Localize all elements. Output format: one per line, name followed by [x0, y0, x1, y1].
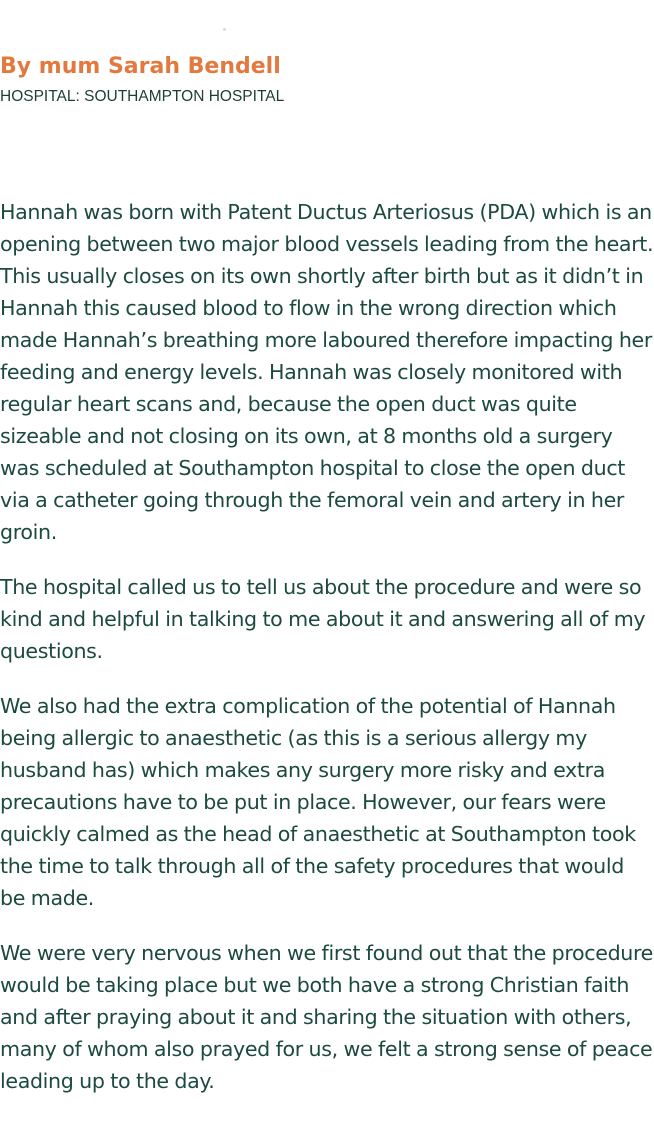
story-paragraph-2: The hospital called us to tell us about the procedure and were so kind and helpful in talking to me about it and answering all of my questions.: [0, 575, 646, 663]
story-body: [0, 196, 654, 1120]
hospital-label: HOSPITAL: SOUTHAMPTON HOSPITAL: [0, 88, 285, 105]
decorative-dot: [223, 28, 226, 31]
story-paragraph-3: We also had the extra complication of the potential of Hannah being allergic to anaesthetic (as this is a serious allergy my husband has) which makes any surgery more risky and extra precautions have to be put in place. However, our fears were quickly calmed as the head of anaesthetic at Southampton took the time to talk through all of the safety procedures that would be made.: [0, 694, 636, 910]
story-paragraph-1: Hannah was born with Patent Ductus Arteriosus (PDA) which is an opening between two major blood vessels leading from the heart. This usually closes on its own shortly after birth but as it didn’t in Hannah this caused blood to flow in the wrong direction which made Hannah’s breathing more laboured therefore impacting her feeding and energy levels. Hannah was closely monitored with regular heart scans and, because the open duct was quite sizeable and not closing on its own, at 8 months old a surgery was scheduled at Southampton hospital to close the open duct via a catheter going through the femoral vein and artery in her groin.: [0, 200, 654, 544]
author-byline: By mum Sarah Bendell: [0, 54, 281, 79]
story-paragraph-4: We were very nervous when we first found out that the procedure would be taking place but we both have a strong Christian faith and after praying about it and sharing the situation with others, many of whom also prayed for us, we felt a strong sense of peace leading up to the day.: [0, 941, 653, 1093]
